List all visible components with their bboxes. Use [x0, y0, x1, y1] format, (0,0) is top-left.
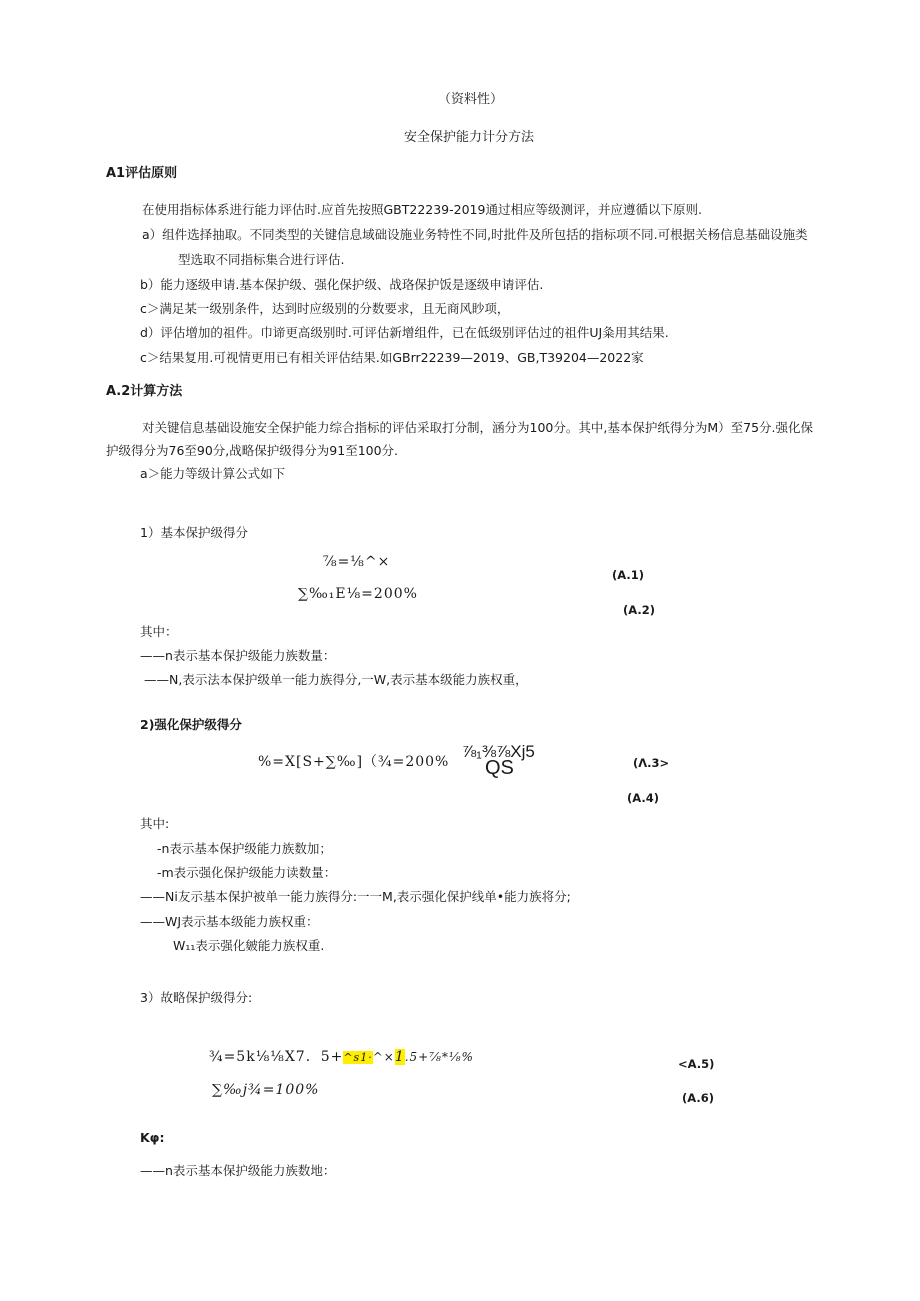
equation-number-a4: (A.4): [627, 791, 659, 805]
principle-a-line1: a）组件选择抽取。不同类型的关键信息域础设施业务特性不同,时批件及所包括的指标项不同.可根据关杨信息基础设施类: [142, 227, 808, 242]
section-a2-heading: A.2计算方法: [106, 384, 183, 399]
document-title: 安全保护能力计分方法: [404, 130, 535, 145]
enhanced-where-label: 其中:: [140, 816, 170, 831]
formula-a5-highlight2: 1: [394, 1049, 405, 1065]
principle-c: c＞满足某一级别条件，达到时应级别的分数要求，且无商风眇项，: [140, 301, 510, 316]
section-a2-item-a: a＞能力等级计算公式如下: [140, 466, 286, 481]
basic-definition-n: ——n表示基本保护级能力族数量：: [140, 648, 336, 663]
section-a2-para-line2: 护级得分为76至90分,战略保护级得分为91至100分.: [106, 443, 399, 458]
formula-a5-part2: ^×: [372, 1050, 395, 1064]
principle-b: b）能力逐级申请.基本保护级、强化保护级、战珞保护饭是逐级申请评估.: [140, 277, 544, 292]
equation-number-a3: (Λ.3>: [633, 756, 670, 770]
appendix-note: （资料性）: [438, 92, 504, 107]
principle-a-line2: 型选取不同指标集合进行评估.: [178, 252, 345, 267]
formula-a4-bottom: QS: [485, 757, 514, 779]
basic-definition-nw: ——N,表示法本保护级单一能力族得分,一W,表示基本级能力族权重，: [144, 672, 528, 687]
equation-number-a5: <A.5): [678, 1057, 715, 1071]
enhanced-level-heading: 2)强化保护级得分: [140, 717, 242, 732]
strategic-definition-n: ——n表示基本保护级能力族数地：: [140, 1163, 336, 1178]
principle-e: c＞结果复用.可视情更用已有相关评估结果.如GBrr22239—2019、GB,T39204—2022家: [140, 350, 644, 365]
section-a1-heading: A1评估原则: [106, 166, 178, 181]
enhanced-definition-ni-mi: ——Ni友示基本保护被单一能力族得分:一一M,表示强化保护线单•能力族将分;: [140, 889, 571, 904]
equation-number-a2: (A.2): [623, 603, 655, 617]
formula-a5-highlight1: ^s1·: [343, 1051, 373, 1064]
formula-a5: [209, 1046, 474, 1066]
enhanced-definition-n: -n表示基本保护级能力族数加；: [157, 841, 332, 856]
section-a1-intro: 在使用指标体系进行能力评估时.应首先按照GBT22239-2019通过相应等级测评，并应遵循以下原则.: [142, 202, 702, 217]
enhanced-definition-m: -m表示强化保护级能力读数量：: [157, 865, 337, 880]
formula-a5-part3: .5+⅞*⅛%: [404, 1050, 474, 1064]
basic-level-heading: 1）基本保护级得分: [140, 525, 248, 540]
equation-number-a6: (A.6): [682, 1091, 714, 1105]
strategic-where-label: Kφ:: [140, 1130, 165, 1145]
formula-a1: ⅞=⅛^×: [323, 554, 391, 570]
equation-number-a1: (A.1): [612, 568, 644, 582]
formula-a5-part1: ¾=5k⅛⅛X7．5+: [209, 1049, 344, 1065]
formula-a2: ∑‰₁E⅛=200%: [298, 586, 418, 602]
principle-d: d）评估增加的祖件。巾谛更高级别时.可评估新增组件，已在低级别评估过的祖件UJ粂用其结果.: [140, 325, 669, 340]
formula-a3: %=X[S+∑‰]（¾=200%: [258, 754, 450, 770]
enhanced-definition-w11: W₁₁表示强化皴能力族权重.: [173, 938, 325, 953]
section-a2-para-line1: 对关键信息基础设施安全保护能力综合指标的评估采取打分制，涵分为100分。其中,基本保护纸得分为M）至75分.强化保: [142, 420, 813, 435]
strategic-level-heading: 3）故略保护级得分:: [140, 990, 253, 1005]
formula-a6: ∑‰j¾=100%: [212, 1082, 320, 1098]
enhanced-definition-wj: ——WJ表示基本级能力族权重：: [140, 914, 319, 929]
basic-where-label: 其中：: [140, 624, 178, 639]
formula-a4-top: ⅞₁⅜⅞Xj5: [462, 742, 535, 761]
